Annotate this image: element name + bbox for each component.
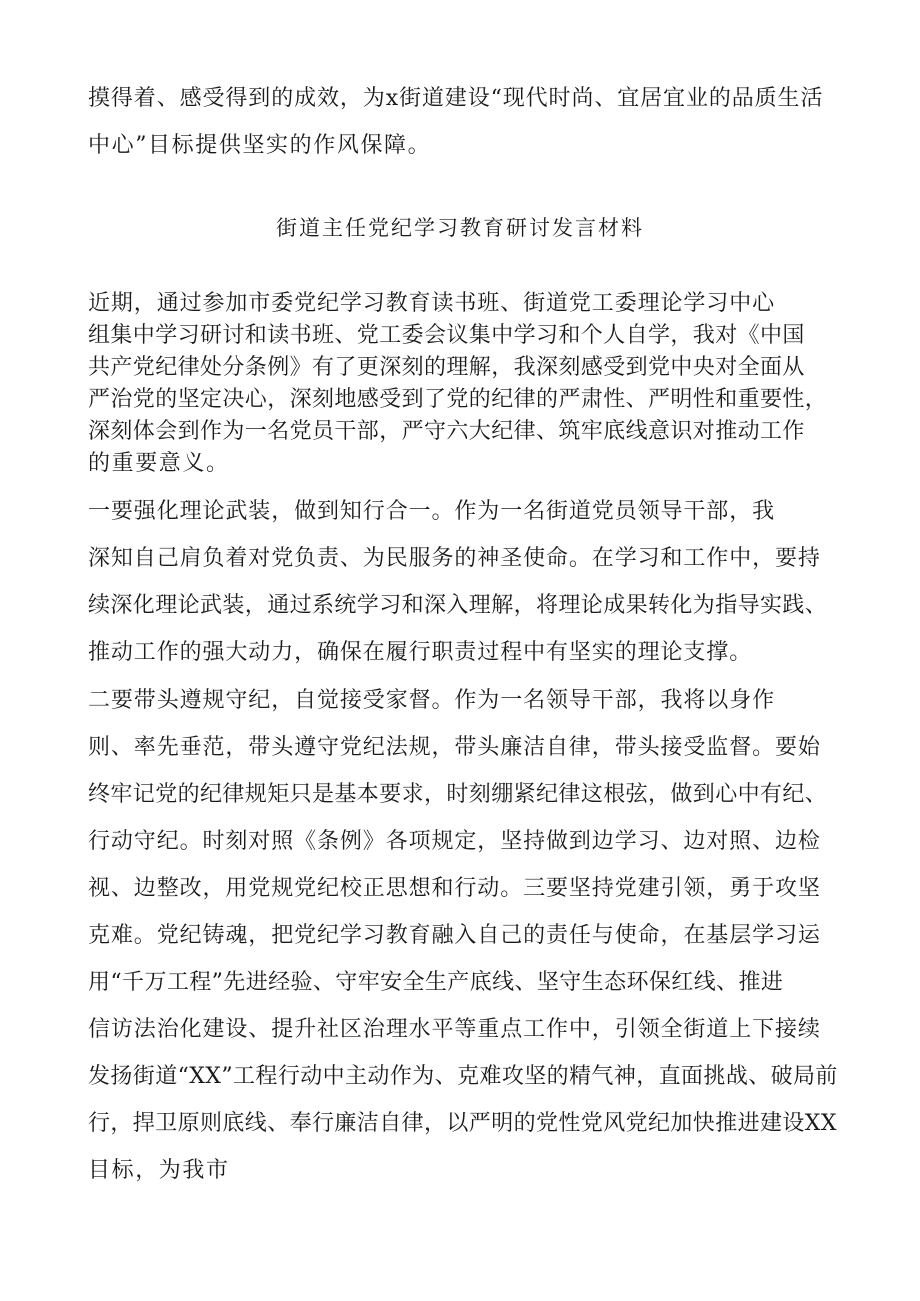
paragraph-3-line-9: 发扬街道“XX”工程行动中主动作为、克难攻坚的精气神，直面挑战、破局前	[88, 1064, 838, 1089]
intro-line-2: 中心”目标提供坚实的作风保障。	[88, 133, 432, 158]
paragraph-3-line-1: 二要带头遵规守纪，自觉接受家督。作为一名领导干部，我将以身作	[88, 688, 776, 713]
paragraph-3-line-4: 行动守纪。时刻对照《条例》各项规定，坚持做到边学习、边对照、边检	[88, 829, 821, 854]
paragraph-2-line-2: 深知自己肩负着对党负责、为民服务的神圣使命。在学习和工作中，要持	[88, 546, 821, 571]
paragraph-3-line-3: 终牢记党的纪律规矩只是基本要求，时刻绷紧纪律这根弦，做到心中有纪、	[88, 782, 828, 807]
paragraph-1-line-6: 的重要意义。	[88, 451, 230, 476]
paragraph-3-line-11: 目标，为我市	[88, 1158, 230, 1183]
paragraph-3-line-6: 克难。党纪铸魂，把党纪学习教育融入自己的责任与使命，在基层学习运	[88, 923, 821, 948]
document-title: 街道主任党纪学习教育研讨发言材料	[276, 216, 644, 240]
paragraph-1-line-3: 共产党纪律处分条例》有了更深刻的理解，我深刻感受到党中央对全面从	[88, 355, 805, 380]
paragraph-3-line-2: 则、率先垂范，带头遵守党纪法规，带头廉洁自律，带头接受监督。要始	[88, 735, 821, 760]
paragraph-2-line-1: 一要强化理论武装，做到知行合一。作为一名街道党员领导干部，我	[88, 499, 776, 524]
paragraph-3-line-10: 行，捍卫原则底线、奉行廉洁自律，以严明的党性党风党纪加快推进建设XX	[88, 1111, 837, 1136]
paragraph-1-line-2: 组集中学习研讨和读书班、党工委会议集中学习和个人自学，我对《中国	[88, 323, 805, 348]
paragraph-2-line-3: 续深化理论武装，通过系统学习和深入理解，将理论成果转化为指导实践、	[88, 593, 828, 618]
paragraph-2-line-4: 推动工作的强大动力，确保在履行职责过程中有坚实的理论支撑。	[88, 640, 753, 665]
intro-line-1: 摸得着、感受得到的成效，为x街道建设“现代时尚、宜居宜业的品质生活	[88, 86, 824, 111]
paragraph-3-line-8: 信访法治化建设、提升社区治理水平等重点工作中，引领全街道上下接续	[88, 1017, 821, 1042]
paragraph-1-line-4: 严治党的坚定决心，深刻地感受到了党的纪律的严肃性、严明性和重要性，	[88, 387, 828, 412]
paragraph-1-line-5: 深刻体会到作为一名党员干部，严守六大纪律、筑牢底线意识对推动工作	[88, 419, 805, 444]
paragraph-3-line-5: 视、边整改，用党规党纪校正思想和行动。三要坚持党建引领，勇于攻坚	[88, 876, 821, 901]
paragraph-3-line-7: 用“千万工程”先进经验、守牢安全生产底线、坚守生态环保红线、推进	[88, 970, 784, 995]
paragraph-1-line-1: 近期，通过参加市委党纪学习教育读书班、街道党工委理论学习中心	[88, 291, 776, 316]
